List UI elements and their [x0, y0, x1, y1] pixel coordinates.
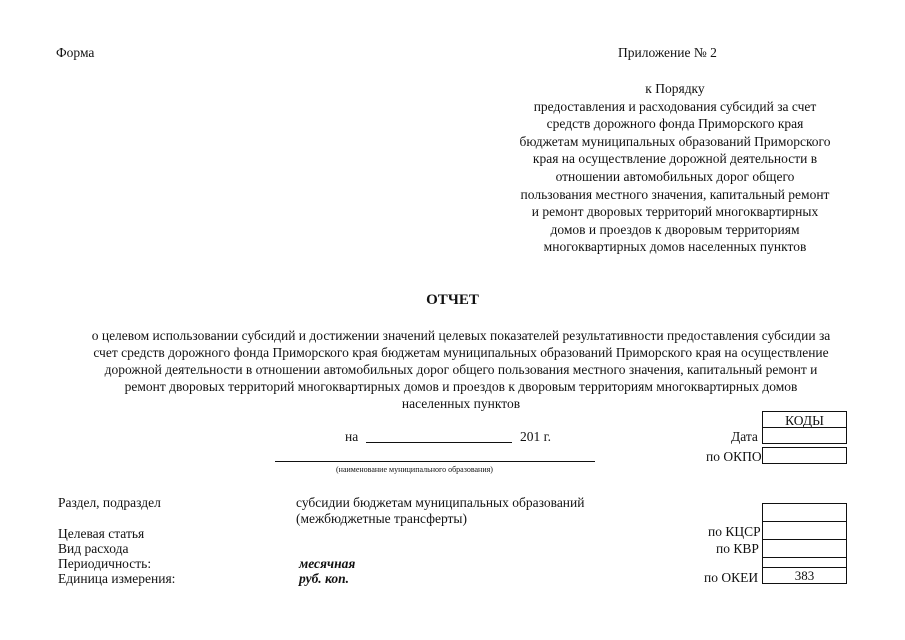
date-code-cell[interactable] — [762, 427, 847, 444]
section-value-line1: субсидии бюджетам муниципальных образований — [296, 495, 585, 510]
kvr-label: по КВР — [716, 541, 759, 556]
appendix-title: Приложение № 2 — [618, 45, 717, 60]
kvr-code-cell[interactable] — [762, 539, 847, 558]
report-description: о целевом использовании субсидий и достижении значений целевых показателей результативности предоставления субсидии за счет средств дорожного фонда Приморского края бюджетам муниципальных образований Приморского края на осуществление дорожной деятельности в отношении автомобильных дорог общего пользования местного значения, капитальный ремонт и ремонт дворовых территорий многоквартирных домов и проездов к дворовым территориям многоквартирных домов населенных пунктов — [91, 328, 831, 411]
section-value-line2: (межбюджетные трансферты) — [296, 511, 467, 526]
okpo-label: по ОКПО — [706, 449, 762, 464]
date-suffix: 201 г. — [520, 429, 552, 444]
date-label: Дата — [731, 429, 758, 444]
section-code-cell[interactable] — [762, 503, 847, 522]
unit-label: Единица измерения: — [58, 571, 176, 586]
periodicity-label: Периодичность: — [58, 556, 152, 571]
kcsr-label: по КЦСР — [708, 524, 761, 539]
okei-code-cell[interactable] — [762, 567, 847, 584]
form-label: Форма — [56, 45, 95, 60]
okei-label: по ОКЕИ — [704, 570, 759, 585]
report-title: ОТЧЕТ — [426, 292, 479, 308]
okei-value: 383 — [794, 568, 815, 583]
date-underline[interactable] — [366, 442, 512, 443]
section-label: Раздел, подраздел — [58, 495, 161, 510]
date-prefix: на — [345, 429, 359, 444]
municipality-caption: (наименование муниципального образования) — [336, 465, 493, 474]
codes-header-cell — [762, 411, 847, 428]
order-reference: к Порядку предоставления и расходования субсидий за счет средств дорожного фонда Приморского края бюджетам муниципальных образований Приморского края на осуществление дорожной деятельности в отношении автомобильных дорог общего пользования местного значения, капитальный ремонт и ремонт дворовых территорий многоквартирных домов и проездов к дворовым территориям многоквартирных домов населенных пунктов — [519, 81, 831, 255]
codes-header: КОДЫ — [785, 413, 824, 428]
municipality-underline[interactable] — [275, 461, 595, 462]
kcsr-code-cell[interactable] — [762, 521, 847, 540]
expense-type-label: Вид расхода — [58, 541, 129, 556]
article-label: Целевая статья — [58, 526, 145, 541]
periodicity-value: месячная — [299, 556, 356, 571]
unit-value: руб. коп. — [299, 571, 350, 586]
okpo-code-cell[interactable] — [762, 447, 847, 464]
